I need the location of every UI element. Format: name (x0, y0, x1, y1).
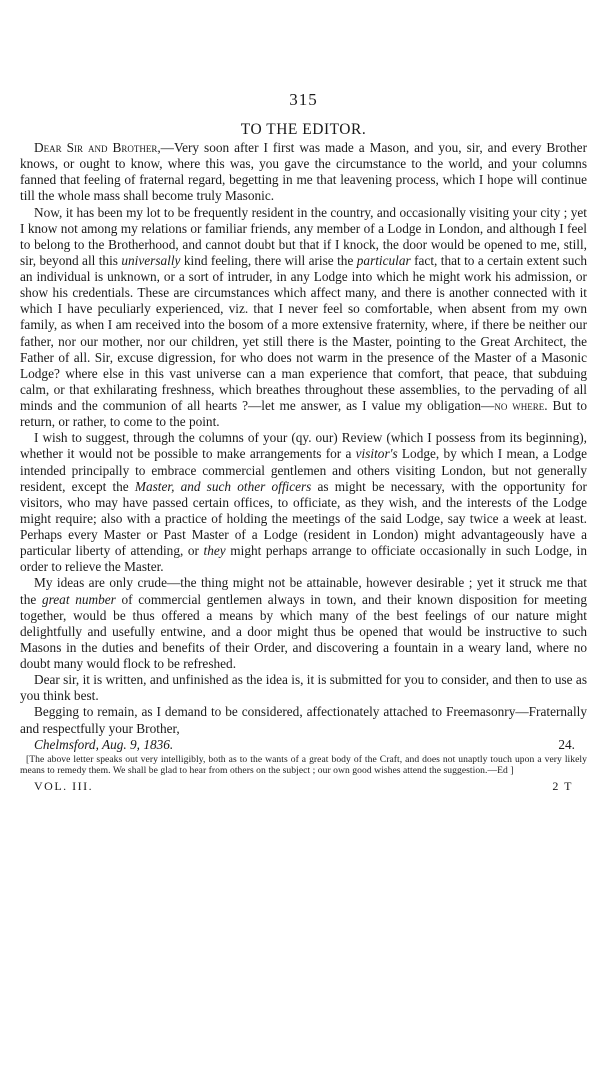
paragraph-2-text: kind feeling, there will arise the (180, 252, 357, 268)
paragraph-2 (20, 205, 587, 431)
letter-number: 24. (558, 736, 575, 752)
paragraph-3-text: as might be necessary, with the opportunity for visitors, who may have passed certain offices, to officiate, as they wish, and the interests of the Lodge might require; also with a practice of holding the meetings of the said Lodge, say twice a week at least. Perhaps every Master or Past Master of a Lodge (resident in London) might advantageously have a particular liberty of attending, or (20, 478, 587, 559)
paragraph-1 (20, 140, 587, 205)
paragraph-4-text: My ideas are only crude—the thing might not be attainable, however desirable ; yet it struck me that the (20, 575, 587, 607)
emphasis-text: Master, and such other officers (134, 478, 312, 494)
page-footer (20, 779, 587, 794)
paragraph-6 (20, 704, 587, 736)
paragraph-4-text: of commercial gentlemen always in town, and their known disposition for meeting together, would be thus offered a means by which many of the best feelings of our nature might delightfully and usefully entwine, and a door might thus be opened that would be instructive to such Masons in the duties and benefits of their Order, and discovering a fountain in a weary land, where no doubt many would flock to be refreshed. (20, 591, 587, 671)
small-caps-text: no where. (494, 398, 548, 413)
editor-note (20, 754, 587, 777)
paragraph-2-text: fact, that to a certain extent such an individual is unknown, or a sort of intruder, in any Lodge into which he might work his admission, or show his credentials. These are circumstances which affect many, and there is another connected with it which I have peculiarly experienced, viz. that I never feel so comfortable, when absent from my own family, as when I am received into the bosom of a more extensive fraternity, where, if there be neither our father, nor our mother, nor our children, yet still there is the Master, pointing to the Great Architect, the Father of all. Sir, excuse digression, for who does not warm in the presence of the Master of a Masonic Lodge? where else in this vast universe can a man experience that comfort, that peace, that subduing calm, or that exhilarating freshness, which breathes throughout these assemblies, to the pervading of all minds and the communion of all hearts ?—let me answer, as I value my obligation— (20, 252, 587, 413)
editor-note-text: [The above letter speaks out very intelligibly, both as to the wants of a great body of the Craft, and does not unaptly touch upon a very likely means to remedy them. We shall be glad to hear from others on the subject ; our own good wishes attend the suggestion.—Ed ] (20, 753, 587, 777)
paragraph-6-text: Begging to remain, as I demand to be considered, affectionately attached to Freemasonry—Fraternally and respectfully your Brother, (20, 704, 587, 736)
document-page (20, 88, 587, 794)
place-and-date: Chelmsford, Aug. 9, 1836. (34, 736, 174, 752)
paragraph-4 (20, 575, 587, 672)
paragraph-1-text: —Very soon after I first was made a Mason, and you, sir, and every Brother knows, or ought to know, where this was, you gave the circumstance to the world, and your columns fanned that feeling of fraternal regard, begetting in me that leavening process, which I hope will continue till the whole mass shall become truly Masonic. (20, 140, 587, 204)
emphasis-text: visitor's (355, 446, 398, 462)
paragraph-3 (20, 430, 587, 575)
emphasis-text: they (203, 543, 226, 559)
paragraph-5 (20, 672, 587, 704)
letter-heading: TO THE EDITOR. (240, 121, 367, 138)
salutation: Dear Sir and Brother, (34, 140, 161, 155)
page-number: 315 (289, 90, 318, 109)
paragraph-3-text: I wish to suggest, through the columns of your (qy. our) Review (which I possess from its beginning), whether it would not be possible to make arrangements for a (20, 430, 587, 462)
emphasis-text: great number (41, 591, 116, 607)
paragraph-3-text: Lodge, by which I mean, a Lodge intended principally to embrace commercial gentlemen and others visiting London, but not generally resident, except the (20, 446, 587, 494)
volume-label: VOL. III. (34, 778, 94, 793)
signature-mark: 2 T (552, 778, 573, 793)
emphasis-text: particular (356, 252, 411, 268)
paragraph-2-text: But to return, or rather, to come to the point. (20, 398, 587, 430)
paragraph-5-text: Dear sir, it is written, and unfinished as the idea is, it is submitted for you to consider, and then to use as you think best. (20, 672, 587, 704)
closing-line (20, 737, 587, 753)
emphasis-text: universally (121, 252, 181, 268)
paragraph-3-text: might perhaps arrange to officiate occasionally in such Lodge, in order to relieve the Master. (20, 543, 588, 575)
paragraph-2-text: Now, it has been my lot to be frequently resident in the country, and occasionally visiting your city ; yet I know not among my relations or familiar friends, any member of a Lodge in London, and although I feel to belong to the Brotherhood, and cannot doubt but that if I knock, the door would be opened to me, still, sir, beyond all this (20, 204, 587, 268)
letter-body (20, 140, 587, 737)
